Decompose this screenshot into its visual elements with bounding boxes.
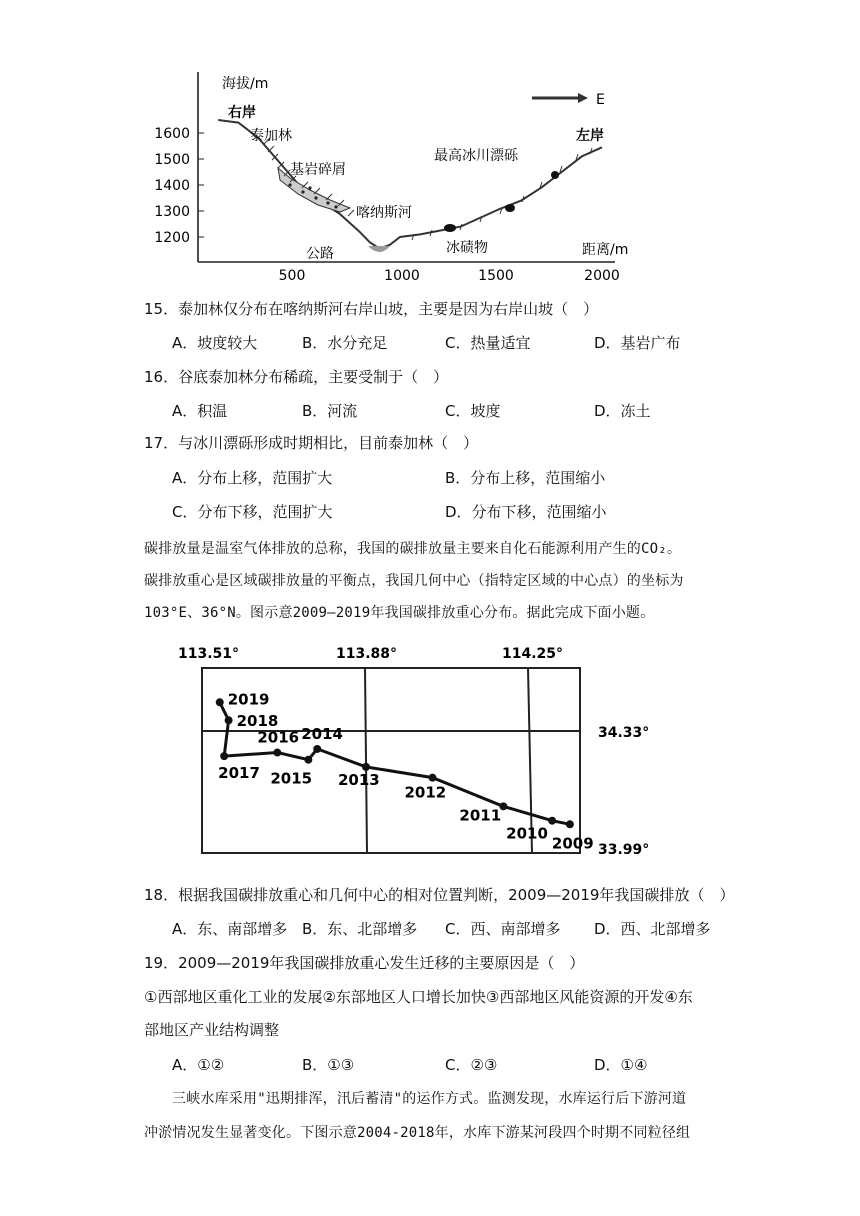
q17-option-b[interactable]: B．分布上移，范围缩小 xyxy=(445,469,606,487)
passage2-line-1: 碳排放量是温室气体排放的总称，我国的碳排放量主要来自化石能源利用产生的CO₂。 xyxy=(144,541,682,557)
q16-option-a[interactable]: A．积温 xyxy=(172,402,228,420)
x-tick-1500: 1500 xyxy=(478,268,514,284)
question-19-stem: 19．2009—2019年我国碳排放重心发生迁移的主要原因是（ ） xyxy=(144,954,585,972)
x-tick-500: 500 xyxy=(278,268,306,284)
q18-option-b[interactable]: B．东、北部增多 xyxy=(302,920,418,938)
centroid-year-label-2016: 2016 xyxy=(257,728,300,747)
y-axis-title: 海拔/m xyxy=(222,76,269,92)
east-arrow xyxy=(532,92,605,108)
q15-option-b[interactable]: B．水分充足 xyxy=(302,334,388,352)
q19-statements-line-1: ①西部地区重化工业的发展②东部地区人口增长加快③西部地区风能资源的开发④东 xyxy=(144,988,693,1006)
y-ticks xyxy=(154,126,204,246)
y-tick-1600: 1600 xyxy=(154,126,190,142)
q19-statements-line-2: 部地区产业结构调整 xyxy=(144,1021,280,1039)
q15-option-d[interactable]: D．基岩广布 xyxy=(594,334,681,352)
question-18-stem: 18．根据我国碳排放重心和几何中心的相对位置判断，2009—2019年我国碳排放（ ） xyxy=(144,886,735,904)
centroid-year-label-2017: 2017 xyxy=(218,764,260,783)
q15-option-a[interactable]: A．坡度较大 xyxy=(172,334,258,352)
centroid-track xyxy=(216,690,594,852)
centroid-point-2016 xyxy=(273,749,281,757)
carbon-centroid-figure xyxy=(170,640,670,860)
centroid-year-label-2015: 2015 xyxy=(270,769,313,788)
q15-option-c[interactable]: C．热量适宜 xyxy=(445,334,531,352)
centroid-point-2013 xyxy=(362,763,370,771)
label-glacial-drift: 最高冰川漂砾 xyxy=(434,148,518,164)
centroid-point-2014 xyxy=(313,745,321,753)
q18-option-c[interactable]: C．西、南部增多 xyxy=(445,920,561,938)
lat-label-34-33: 34.33° xyxy=(598,725,650,741)
passage3-line-1: 三峡水库采用"迅期排浑，汛后蓄清"的运作方式。监测发现，水库运行后下游河道 xyxy=(172,1091,687,1107)
label-right-bank: 右岸 xyxy=(228,105,256,121)
centroid-year-label-2010: 2010 xyxy=(506,824,548,843)
q19-option-c[interactable]: C．②③ xyxy=(445,1056,498,1074)
east-label: E xyxy=(596,92,605,108)
q16-option-b[interactable]: B．河流 xyxy=(302,402,358,420)
q19-option-d[interactable]: D．①④ xyxy=(594,1056,648,1074)
x-ticks xyxy=(279,268,620,284)
q17-option-a[interactable]: A．分布上移，范围扩大 xyxy=(172,469,333,487)
graticule-labels xyxy=(178,646,649,858)
y-tick-1200: 1200 xyxy=(154,230,190,246)
q19-option-b[interactable]: B．①③ xyxy=(302,1056,355,1074)
centroid-point-2017 xyxy=(220,752,228,760)
centroid-year-label-2014: 2014 xyxy=(301,724,343,743)
question-15-stem: 15．泰加林仅分布在喀纳斯河右岸山坡，主要是因为右岸山坡（ ） xyxy=(144,300,599,318)
valley-profile-figure xyxy=(140,60,630,285)
x-axis-title: 距离/m xyxy=(582,242,629,258)
label-river: 喀纳斯河 xyxy=(356,205,412,221)
x-tick-1000: 1000 xyxy=(384,268,420,284)
passage2-line-3: 103°E、36°N。图示意2009—2019年我国碳排放重心分布。据此完成下面小题。 xyxy=(144,605,655,621)
q18-option-a[interactable]: A．东、南部增多 xyxy=(172,920,288,938)
y-tick-1400: 1400 xyxy=(154,178,190,194)
centroid-point-2012 xyxy=(428,774,436,782)
boulders xyxy=(444,171,559,232)
label-left-bank: 左岸 xyxy=(576,128,604,144)
centroid-year-label-2019: 2019 xyxy=(227,690,270,709)
centroid-point-2015 xyxy=(304,756,312,764)
centroid-point-2009 xyxy=(566,820,574,828)
x-tick-2000: 2000 xyxy=(584,268,620,284)
centroid-year-label-2012: 2012 xyxy=(404,783,447,802)
centroid-year-label-2018: 2018 xyxy=(236,712,279,731)
y-tick-1300: 1300 xyxy=(154,204,190,220)
q17-option-d[interactable]: D．分布下移，范围缩小 xyxy=(445,503,607,521)
question-17-stem: 17．与冰川漂砾形成时期相比，目前泰加林（ ） xyxy=(144,434,479,452)
lon-label-114-25: 114.25° xyxy=(502,646,564,662)
label-road: 公路 xyxy=(306,246,334,262)
label-bedrock: 基岩碎屑 xyxy=(290,162,346,178)
q18-option-d[interactable]: D．西、北部增多 xyxy=(594,920,711,938)
q17-option-c[interactable]: C．分布下移，范围扩大 xyxy=(172,503,333,521)
centroid-year-label-2011: 2011 xyxy=(459,806,502,825)
centroid-point-2019 xyxy=(216,698,224,706)
question-16-stem: 16．谷底泰加林分布稀疏，主要受制于（ ） xyxy=(144,368,449,386)
centroid-point-2010 xyxy=(548,817,556,825)
centroid-point-2018 xyxy=(225,716,233,724)
passage3-line-2: 冲淤情况发生显著变化。下图示意2004-2018年，水库下游某河段四个时期不同粒径组 xyxy=(144,1125,691,1141)
river-water xyxy=(368,246,390,252)
centroid-year-label-2009: 2009 xyxy=(551,834,594,853)
lon-label-113-88: 113.88° xyxy=(336,646,398,662)
label-taiga: 泰加林 xyxy=(250,128,292,144)
q16-option-d[interactable]: D．冻土 xyxy=(594,402,651,420)
lon-label-113-51: 113.51° xyxy=(178,646,240,662)
y-tick-1500: 1500 xyxy=(154,152,190,168)
passage2-line-2: 碳排放重心是区域碳排放量的平衡点，我国几何中心（指特定区域的中心点）的坐标为 xyxy=(144,573,684,589)
meridian-113-88 xyxy=(365,668,367,853)
label-moraine: 冰碛物 xyxy=(446,240,488,256)
lat-label-33-99: 33.99° xyxy=(598,842,650,858)
q19-option-a[interactable]: A．①② xyxy=(172,1056,225,1074)
centroid-year-label-2013: 2013 xyxy=(338,770,380,789)
q16-option-c[interactable]: C．坡度 xyxy=(445,402,501,420)
